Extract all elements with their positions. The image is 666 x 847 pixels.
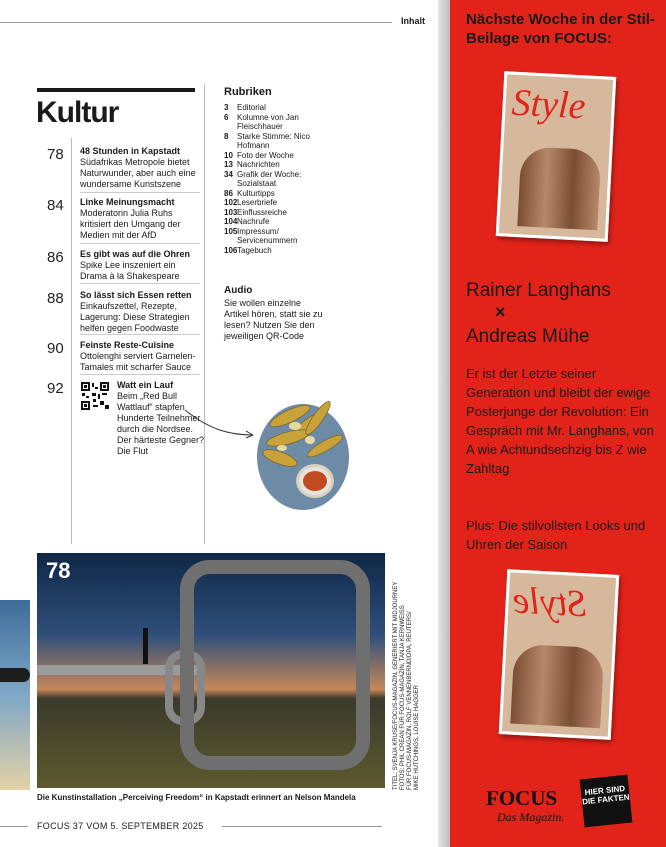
ad-body: Er ist der Letzte seiner Generation und bleibt der ewige Posterjunge der Revolution: Ein Gespräch mit Mr. Langhans, von A wie Achtundsechzig bis Z wie Zahltag xyxy=(466,366,654,476)
rubriken-page: 105 xyxy=(224,226,238,236)
section-bar xyxy=(37,88,195,92)
rubriken-item[interactable] xyxy=(224,113,334,132)
toc-entry-text: Spike Lee inszeniert ein Drama à la Shakespeare xyxy=(80,260,180,281)
toc-entry-text: Ottolenghi serviert Garnelen-Tamales mit scharfer Sauce xyxy=(80,351,196,372)
rubriken-item[interactable] xyxy=(224,217,334,227)
rubriken-item[interactable] xyxy=(224,170,334,189)
magazine-logo: Style xyxy=(511,579,588,626)
rubriken-label: Tagebuch xyxy=(237,245,272,255)
rubriken-page: 8 xyxy=(224,131,229,141)
toc-entry-title: 48 Stunden in Kapstadt xyxy=(80,146,181,156)
rubriken-page: 6 xyxy=(224,112,229,122)
rubriken-item[interactable] xyxy=(224,151,334,161)
rubriken-label: Starke Stimme: Nico Hofmann xyxy=(237,131,310,150)
focus-logo: FOCUS xyxy=(486,786,558,810)
rubriken-item[interactable] xyxy=(224,227,334,246)
rubriken-item[interactable] xyxy=(224,246,334,256)
ad-plus: Plus: Die stilvollsten Looks und Uhren der Saison xyxy=(466,518,646,552)
rubriken-page: 103 xyxy=(224,207,238,217)
toc-page-number: 88 xyxy=(47,290,64,307)
footer-rule-left xyxy=(0,826,28,827)
rubriken-label: Nachrufe xyxy=(237,217,270,226)
rubriken-page: 86 xyxy=(224,188,233,198)
rubriken-label: Foto der Woche xyxy=(237,150,294,160)
toc-entry-text: Beim „Red Bull Wattlauf“ stapfen Hunderte Teilnehmer durch die Nordsee. Der härteste Gegner? Die Flut xyxy=(117,391,205,456)
rubriken-page: 3 xyxy=(224,103,229,112)
audio-title: Audio xyxy=(224,285,253,296)
rubriken-page: 34 xyxy=(224,169,233,179)
toc-page-number: 90 xyxy=(47,340,64,357)
rubriken-label: Nachrichten xyxy=(237,160,280,169)
section-title: Kultur xyxy=(36,96,119,129)
footer-issue: FOCUS 37 VOM 5. SEPTEMBER 2025 xyxy=(37,821,204,831)
footer-rule-right xyxy=(222,826,382,827)
focus-tagline: Das Magazin. xyxy=(497,810,565,824)
header-label: Inhalt xyxy=(401,16,425,26)
toc-page-number: 86 xyxy=(47,249,64,266)
qr-code-icon[interactable] xyxy=(80,381,110,411)
magazine-cover-top xyxy=(496,71,616,242)
rubriken-label: Leserbriefe xyxy=(237,198,278,207)
rubriken-list xyxy=(224,103,334,255)
rubriken-label: Einflussreiche xyxy=(237,207,287,217)
sauce xyxy=(303,471,327,491)
rubriken-title: Rubriken xyxy=(224,86,272,98)
toc-page-number: 78 xyxy=(47,146,64,163)
toc-separator xyxy=(80,283,200,284)
toc-page-number: 84 xyxy=(47,197,64,214)
rubriken-item[interactable] xyxy=(224,208,334,218)
toc-entry-text: Einkaufszettel, Rezepte, Lagerung: Diese Strategien helfen gegen Foodwaste xyxy=(80,301,190,333)
rubriken-item[interactable] xyxy=(224,160,334,170)
rubriken-label: Impressum/ Servicenummern xyxy=(237,226,298,245)
toc-separator xyxy=(80,243,200,244)
toc-page-number: 92 xyxy=(47,380,64,397)
toc-entry-text: Moderatorin Julia Ruhs kritisiert den Umgang der Medien mit der AfD xyxy=(80,208,181,240)
toc-separator xyxy=(80,192,200,193)
rubriken-item[interactable] xyxy=(224,198,334,208)
adjacent-photo-sliver xyxy=(0,600,30,790)
cover-figures xyxy=(510,644,604,729)
toc-separator xyxy=(80,374,200,375)
photo-page-number: 78 xyxy=(46,558,71,583)
rubriken-page: 102 xyxy=(224,198,238,207)
photo-person xyxy=(143,628,148,664)
toc-entry-title: Es gibt was auf die Ohren xyxy=(80,249,191,259)
audio-text: Sie wollen einzelne Artikel hören, statt sie zu lesen? Nutzen Sie den jeweiligen QR-Code xyxy=(224,298,323,341)
ad-headline: Nächste Woche in der Stil-Beilage von FOCUS: xyxy=(466,11,655,47)
cover-figures xyxy=(517,146,601,230)
rubriken-page: 10 xyxy=(224,150,233,160)
ad-cross: × xyxy=(495,302,506,322)
rubriken-page: 13 xyxy=(224,160,233,169)
toc-entry-title: Linke Meinungsmacht xyxy=(80,197,175,207)
facts-badge: HIER SIND DIE FAKTEN xyxy=(580,775,633,828)
ad-name-muehe: Andreas Mühe xyxy=(466,326,590,347)
rubriken-label: Grafik der Woche: Sozialstaat xyxy=(237,169,302,188)
toc-entry-title: Watt ein Lauf xyxy=(117,380,174,390)
page-gutter xyxy=(438,0,450,847)
toc-divider xyxy=(71,138,72,544)
rubriken-page: 104 xyxy=(224,217,238,226)
rubriken-page: 106 xyxy=(224,245,238,255)
rubriken-item[interactable] xyxy=(224,103,334,113)
magazine-logo: Style xyxy=(510,81,587,128)
rubriken-item[interactable] xyxy=(224,132,334,151)
photo-caption: Die Kunstinstallation „Perceiving Freedom“ in Kapstadt erinnert an Nelson Mandela xyxy=(37,793,356,802)
toc-separator xyxy=(80,334,200,335)
rubriken-label: Kolumne von Jan Fleischhauer xyxy=(237,112,299,131)
magazine-cover-bottom xyxy=(499,569,619,740)
rubriken-label: Editorial xyxy=(237,103,266,112)
toc-entry-title: So lässt sich Essen retten xyxy=(80,290,192,300)
rubriken-label: Kulturtipps xyxy=(237,188,275,198)
toc-entry-text: Südafrikas Metropole bietet Naturwunder, aber auch eine wundersame Kunstszene xyxy=(80,157,196,189)
photo-credit-text: TITEL: SVENJA KRUSE/FOCUS-MAGAZIN, GENERIERT MIT MIDJOURNEY FOTOS: PHIL CREAN FÜR FOCUS-MAGAZIN, TANJA KERNWEISS FÜR FOCUS-MAGAZIN, ROLF VENNENBERND/DPA, REUTERS/ MIKE HUTCHINGS, LOUISE HAGGER xyxy=(393,581,420,790)
header-rule xyxy=(0,22,392,23)
rubriken-item[interactable] xyxy=(224,189,334,199)
toc-entry-title: Feinste Reste-Cuisine xyxy=(80,340,175,350)
ad-name-langhans: Rainer Langhans xyxy=(466,280,611,301)
photo-glasses-frame xyxy=(180,560,370,770)
adjacent-photo-detail xyxy=(0,668,30,682)
